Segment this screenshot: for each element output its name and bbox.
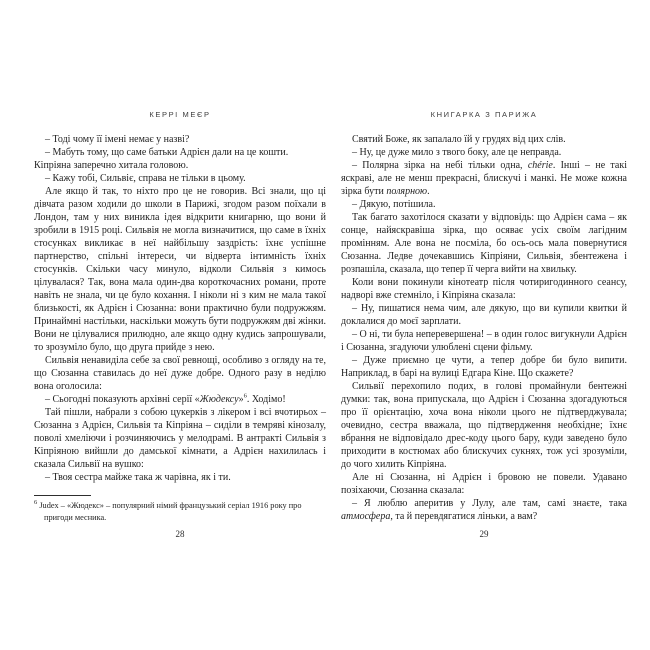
paragraph: – Ну, це дуже мило з твого боку, але це неправда. xyxy=(352,147,562,158)
paragraph: Так багато захотілося сказати у відповідь: що Адрієн сама – як сонце, найяскравіша зірка, що осяває усіх своїм лагідним промінням. Але вона не посміла, бо ось-ось мала повернутися Сюзанна. Ледве дочекавшись Кіпріяни, Сильвія, збентежена і розпашіла, сказала, що тепер її черга вийти на хвильку. xyxy=(341,212,627,275)
paragraph: – Сьогодні показують архівні серії «Жюдексу»$^6$. Ходімо! xyxy=(45,392,286,405)
paragraph: Сильвії перехопило подих, в голові промайнули бентежні думки: так, вона припускала, що Адрієн і Сюзанна здогадуються про її орієнтацію, хоча вона ніколи цього не підтверджувала; очевидно, сестра вважала, що підтвердження необхідне; їхнє вбрання не відповідало дрес-коду цього бару, куди заведено було приходити в костюмах або блискучих сукнях, тож усі зрозуміли, до чого хилить Кіпріяна. xyxy=(341,381,627,470)
right-page-text xyxy=(341,133,627,523)
paragraph: – Кажу тобі, Сильвіє, справа не тільки в цьому. xyxy=(45,173,246,184)
left-running-head: КЕРРІ МЕЄР xyxy=(149,110,211,119)
paragraph: – Ну, пишатися нема чим, але дякую, що ви купили квитки й доклалися до моєї зарплати. xyxy=(341,303,627,327)
footnote-text: $^6$ Judex – «Жюдекс» – популярний німий французький серіал 1916 року про пригоди месника. xyxy=(34,499,302,522)
right-running-head: КНИГАРКА З ПАРИЖА xyxy=(430,110,538,119)
left-page xyxy=(34,110,326,580)
paragraph: – Полярна зірка на небі тільки одна, chérie. Інші – не такі яскраві, але не менш прекрасні, блискучі і манкі. Не може кожна зірка бути полярною. xyxy=(341,160,627,197)
left-page-text xyxy=(34,133,326,484)
paragraph: Але ні Сюзанна, ні Адрієн і бровою не повели. Удавано позіхаючи, Сюзанна сказала: xyxy=(341,472,627,496)
paragraph: Тай пішли, набрали з собою цукерків з лікером і всі вчотирьох – Сюзанна з Адрієн, Сильвія та Кіпріяна – сиділи в темряві кінозалу, поволі хмеліючи і розчиняючись у мелодрамі. В антракті Сильвія з Кіпріяною вийшли до дамської кімнати, а Адрієн нахилилась і сказала Сильвії на вушко: xyxy=(34,407,326,470)
right-page xyxy=(341,110,627,580)
footnote-rule xyxy=(34,495,91,496)
paragraph: Святий Боже, як запалало їй у грудях від цих слів. xyxy=(352,134,566,145)
paragraph: – Мабуть тому, що саме батьки Адрієн дали на це кошти. xyxy=(45,147,289,158)
paragraph: Коли вони покинули кінотеатр після чотиригодинного сеансу, надворі вже стемніло, і Кіпріяна сказала: xyxy=(341,277,627,301)
left-page-number: 28 xyxy=(175,529,185,539)
paragraph: Кіпріяна заперечно хитала головою. xyxy=(34,160,189,171)
paragraph: – Дякую, потішила. xyxy=(352,199,436,210)
right-page-number: 29 xyxy=(479,529,489,539)
paragraph: – Я люблю аперитив у Лулу, але там, самі знаєте, така атмосфера, та й перевдягатися ліньки, а вам? xyxy=(341,498,627,522)
paragraph: – Твоя сестра майже така ж чарівна, як і ти. xyxy=(45,472,231,483)
paragraph: Сильвія ненавиділа себе за свої ревнощі, особливо з огляду на те, що Сюзанна ставилась до неї дуже добре. Одного разу в неділю вона оголосила: xyxy=(34,355,326,392)
footnote-block xyxy=(34,495,326,523)
paragraph: Але якщо й так, то ніхто про це не говорив. Всі знали, що ці дівчата разом ходили до школи в Парижі, згодом разом поїхали в Лондон, там у них виникла ідея відкрити книгарню, що вони й зробили в 1915 році. Сильвія не могла визначитися, що саме в їхніх стосунках викликає в неї найбільшу заздрість: їхнє успішне партнерство, спільні інтереси, чи відверта інтимність їхніх стосунків. Скільки часу минуло, відколи Сильвія з кимось цілувалася? Так, вона мала один-два короткочасних романи, проте навіть не знала, чи це було кохання. І ніколи ні з ким не мала такої близькості, як Адрієн і Сюзанна: вони практично були подружжям. Принаймні настільки, наскільки можуть бути подружжям дві жінки. Вони не цілувалися прилюдно, але якщо одну кудись запрошували, то зрозуміло було, що друга прийде з нею. xyxy=(34,186,326,353)
paragraph: – О ні, ти була неперевершена! – в один голос вигукнули Адрієн і Сюзанна, згадуючи улюблені сцени фільму. xyxy=(341,329,627,353)
paragraph: – Дуже приємно це чути, а тепер добре би було випити. Наприклад, в барі на вулиці Едгара Кіне. Що скажете? xyxy=(341,355,627,379)
paragraph: – Тоді чому її імені немає у назві? xyxy=(45,134,190,145)
